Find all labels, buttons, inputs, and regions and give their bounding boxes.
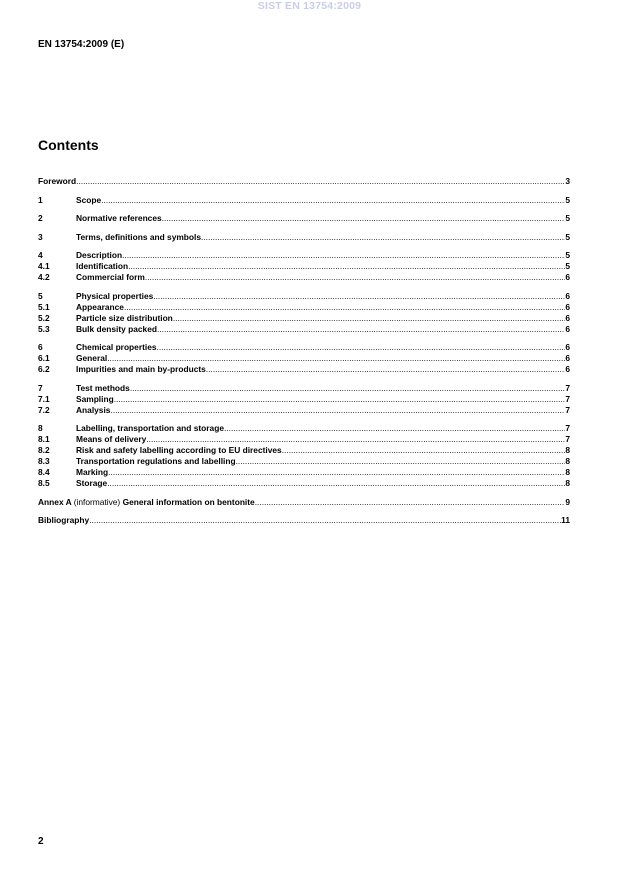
toc-page: 7 (565, 382, 570, 393)
toc-page: 7 (565, 423, 570, 433)
toc-leader-dots (130, 383, 566, 394)
toc-title: Normative references (76, 213, 162, 223)
toc-title: Bulk density packed (76, 323, 157, 334)
contents-heading: Contents (38, 137, 99, 153)
toc-number: 6 (38, 342, 43, 352)
toc-leader-dots (145, 272, 565, 283)
toc-title: Commercial form (76, 272, 145, 282)
toc-leader-dots (206, 364, 565, 375)
toc-title: Foreword (38, 176, 77, 186)
toc-leader-dots (128, 261, 565, 272)
toc-title: Means of delivery (76, 434, 147, 444)
toc-number: 3 (38, 231, 43, 242)
toc-entry-5-1[interactable] (38, 302, 570, 313)
toc-entry-5[interactable] (38, 291, 570, 302)
toc-entry-bibliography[interactable] (38, 515, 570, 526)
toc-title (38, 497, 255, 508)
toc-leader-dots (162, 213, 566, 224)
toc-entry-4[interactable] (38, 250, 570, 261)
toc-entry-2[interactable] (38, 213, 570, 224)
toc-number: 8.5 (38, 478, 50, 488)
toc-number: 8.3 (38, 456, 50, 466)
toc-entry-4-2[interactable] (38, 272, 570, 283)
toc-leader-dots (153, 291, 565, 302)
toc-title: Impurities and main by-products (76, 364, 206, 374)
toc-leader-dots (107, 353, 565, 364)
annex-label: Annex A (38, 496, 72, 507)
toc-title: Particle size distribution (76, 312, 173, 323)
toc-title: Appearance (76, 301, 124, 312)
toc-title: Chemical properties (76, 342, 157, 352)
toc-title: Test methods (76, 382, 130, 393)
toc-entry-7-2[interactable] (38, 405, 570, 416)
toc-title: Sampling (76, 393, 114, 404)
toc-number: 6.1 (38, 353, 50, 363)
toc-page: 6 (565, 353, 570, 363)
toc-number: 5.1 (38, 301, 50, 312)
toc-title: Transportation regulations and labelling (76, 456, 236, 466)
toc-page: 6 (565, 312, 570, 323)
toc-title: Identification (76, 261, 129, 271)
toc-leader-dots (101, 195, 565, 206)
toc-number: 5.3 (38, 323, 50, 334)
toc-entry-8-4[interactable] (38, 467, 570, 478)
toc-page: 8 (565, 478, 570, 488)
toc-title: Labelling, transportation and storage (76, 423, 224, 433)
toc-entry-3[interactable] (38, 232, 570, 243)
annex-note: (informative) (73, 496, 121, 507)
toc-leader-dots (108, 467, 565, 478)
toc-title: Marking (76, 467, 109, 477)
toc-number: 8.4 (38, 467, 50, 477)
toc-page: 6 (565, 323, 570, 334)
toc-entry-8[interactable] (38, 423, 570, 434)
toc-page: 6 (565, 301, 570, 312)
toc-page: 6 (565, 272, 570, 282)
toc-title: Terms, definitions and symbols (76, 231, 202, 242)
toc-title: Analysis (76, 404, 111, 415)
toc-entry-6-2[interactable] (38, 364, 570, 375)
toc-page: 5 (565, 213, 570, 223)
toc-leader-dots (157, 324, 565, 335)
toc-number: 6.2 (38, 364, 50, 374)
toc-page: 11 (561, 515, 570, 525)
toc-entry-1[interactable] (38, 195, 570, 206)
toc-page: 8 (565, 445, 570, 455)
toc-leader-dots (114, 394, 566, 405)
toc-title: Scope (76, 194, 102, 205)
toc-page: 7 (565, 434, 570, 444)
toc-number: 8 (38, 423, 43, 433)
document-id: EN 13754:2009 (E) (38, 39, 125, 50)
toc-page: 8 (565, 467, 570, 477)
toc-entry-8-3[interactable] (38, 456, 570, 467)
toc-entry-8-1[interactable] (38, 434, 570, 445)
toc-entry-7-1[interactable] (38, 394, 570, 405)
toc-leader-dots (110, 405, 565, 416)
toc-number: 5.2 (38, 312, 50, 323)
toc-page: 3 (565, 176, 570, 186)
toc-entry-annex-a[interactable] (38, 497, 570, 508)
toc-number: 7 (38, 382, 43, 393)
toc-leader-dots (124, 302, 565, 313)
toc-page: 9 (565, 496, 570, 507)
annex-title: General information on bentonite (122, 496, 255, 507)
toc-number: 2 (38, 213, 43, 223)
toc-entry-6-1[interactable] (38, 353, 570, 364)
toc-page: 5 (565, 231, 570, 242)
toc-page: 7 (565, 404, 570, 415)
toc-leader-dots (89, 515, 561, 526)
toc-number: 4.2 (38, 272, 50, 282)
toc-leader-dots (146, 434, 565, 445)
toc-entry-8-5[interactable] (38, 478, 570, 489)
toc-leader-dots (76, 176, 565, 187)
toc-number: 7.1 (38, 393, 50, 404)
toc-page: 8 (565, 456, 570, 466)
toc-number: 8.1 (38, 434, 50, 444)
toc-number: 4 (38, 250, 43, 260)
toc-page: 6 (565, 290, 570, 301)
toc-page: 5 (565, 250, 570, 260)
toc-leader-dots (282, 445, 566, 456)
toc-page: 6 (565, 342, 570, 352)
toc-entry-8-2[interactable] (38, 445, 570, 456)
toc-number: 5 (38, 290, 43, 301)
table-of-contents (38, 176, 570, 526)
toc-title: Risk and safety labelling according to EU directives (76, 445, 282, 455)
toc-title: General (76, 353, 108, 363)
toc-entry-6[interactable] (38, 342, 570, 353)
toc-leader-dots (224, 423, 565, 434)
toc-number: 4.1 (38, 261, 50, 271)
toc-number: 8.2 (38, 445, 50, 455)
toc-number: 7.2 (38, 404, 50, 415)
toc-entry-4-1[interactable] (38, 261, 570, 272)
toc-title: Storage (76, 478, 108, 488)
toc-entry-7[interactable] (38, 383, 570, 394)
toc-entry-5-2[interactable] (38, 313, 570, 324)
toc-page: 5 (565, 194, 570, 205)
toc-title: Physical properties (76, 290, 154, 301)
toc-leader-dots (122, 250, 565, 261)
watermark: SIST EN 13754:2009 (257, 0, 362, 12)
toc-leader-dots (201, 232, 565, 243)
toc-leader-dots (173, 313, 566, 324)
toc-leader-dots (236, 456, 566, 467)
toc-page: 6 (565, 364, 570, 374)
toc-title: Description (76, 250, 123, 260)
page-number: 2 (38, 836, 44, 847)
toc-leader-dots (255, 497, 566, 508)
toc-page: 7 (565, 393, 570, 404)
toc-entry-foreword[interactable] (38, 176, 570, 187)
toc-leader-dots (107, 478, 565, 489)
toc-entry-5-3[interactable] (38, 324, 570, 335)
toc-leader-dots (157, 342, 566, 353)
toc-page: 5 (565, 261, 570, 271)
toc-number: 1 (38, 194, 43, 205)
toc-title: Bibliography (38, 515, 90, 525)
